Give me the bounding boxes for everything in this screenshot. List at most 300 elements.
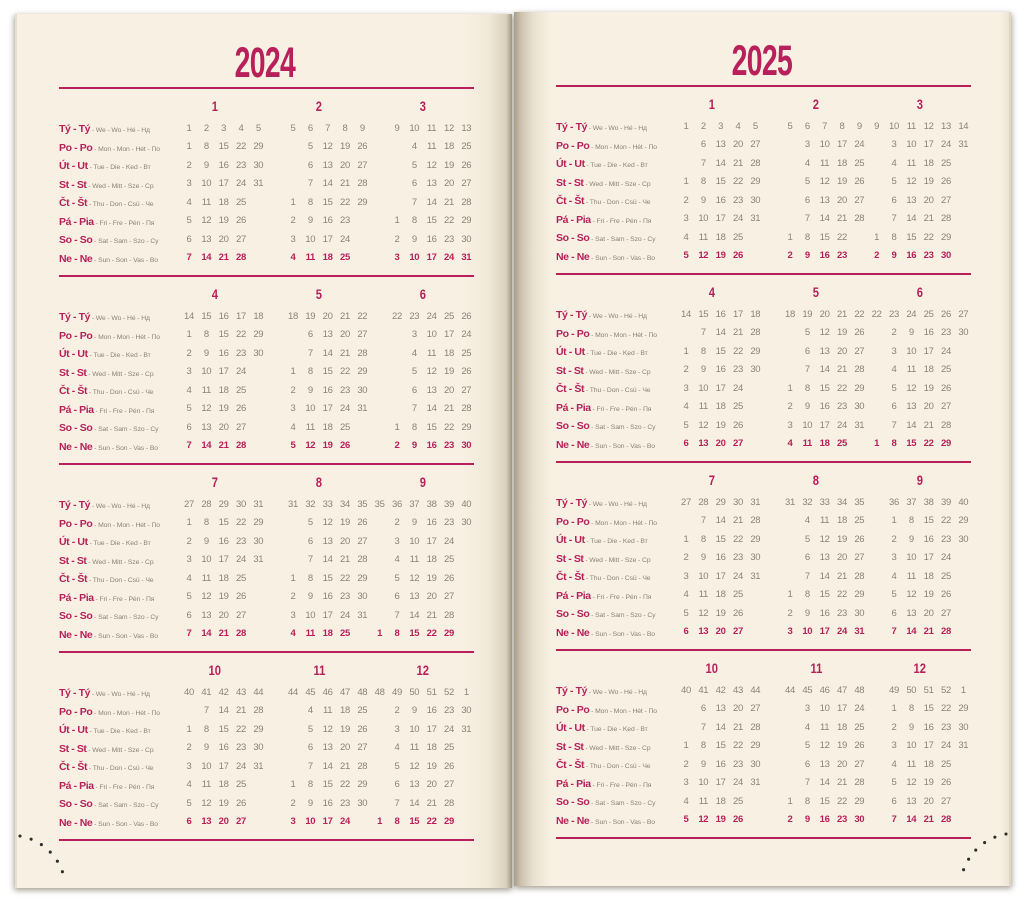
- row-label-sub: - Tue - Die - Ked - Вт: [87, 164, 151, 172]
- month-number-text: 10: [705, 660, 719, 676]
- date-cell: 31: [461, 723, 472, 735]
- week-number-cell: 31: [785, 496, 795, 508]
- month-column-group: [660, 158, 764, 169]
- row-label-main: Út - Ut: [556, 722, 585, 735]
- week-number-cell: 22: [357, 310, 368, 322]
- week-number-cell: 44: [288, 686, 298, 698]
- sunday-date-cell: 28: [235, 252, 246, 264]
- date-cell: 20: [836, 758, 847, 770]
- month-column-group: [660, 777, 764, 788]
- date-cell: 21: [426, 797, 437, 809]
- date-cell: 26: [854, 533, 865, 545]
- date-cell: 31: [253, 178, 264, 190]
- date-cell: 9: [307, 591, 313, 603]
- date-cell: 30: [958, 533, 969, 545]
- sunday-date-cell: 7: [891, 814, 897, 826]
- weekday-row: [17, 569, 512, 588]
- date-cell: 16: [715, 194, 726, 206]
- weekday-row: [17, 156, 512, 175]
- quarter-block: [514, 93, 1009, 275]
- date-cell: 5: [683, 607, 689, 619]
- date-cell: 25: [235, 384, 246, 396]
- empty-cell: [868, 589, 885, 600]
- date-cell: 27: [940, 194, 951, 206]
- date-cell: 30: [253, 347, 264, 359]
- sunday-date-cell: 15: [409, 628, 420, 640]
- date-cell: 25: [339, 421, 350, 433]
- date-cell: 6: [891, 401, 897, 413]
- date-cell: 25: [461, 141, 472, 153]
- date-cell: 18: [339, 705, 350, 717]
- date-cell: 4: [804, 157, 810, 169]
- date-cell: 23: [940, 721, 951, 733]
- sunday-date-cell: 18: [322, 628, 333, 640]
- row-label-sub: - Wed - Mitt - Sze - Ср: [583, 744, 651, 752]
- date-cell: 23: [235, 742, 246, 754]
- week-number-cell: 16: [715, 308, 726, 320]
- row-label: [556, 117, 660, 135]
- date-cell: 15: [322, 196, 333, 208]
- date-cell: 19: [218, 403, 229, 415]
- date-cell: 2: [186, 535, 192, 547]
- date-cell: 8: [804, 231, 810, 243]
- date-cell: 16: [426, 517, 437, 529]
- row-label: [556, 398, 660, 416]
- date-cell: 27: [854, 552, 865, 564]
- empty-cell: [764, 232, 781, 243]
- sunday-date-cell: 31: [461, 252, 472, 264]
- date-cell: 3: [683, 382, 689, 394]
- week-number-cell: 5: [752, 120, 758, 132]
- row-label-main: Čt - Št: [556, 195, 585, 208]
- week-number-cell: 52: [940, 684, 951, 696]
- row-label-main: St - St: [556, 552, 584, 565]
- date-cell: [250, 610, 267, 621]
- weekday-row: [17, 138, 512, 157]
- weekday-row: [17, 175, 512, 194]
- week-number-cell: 40: [461, 498, 472, 510]
- row-label-sub: - Sun - Son - Vas - Во: [589, 818, 655, 826]
- date-cell: 19: [218, 797, 229, 809]
- date-cell: [354, 422, 371, 433]
- month-column-group: [868, 158, 972, 169]
- week-number-cell: 30: [235, 498, 246, 510]
- month-column-group: [868, 309, 972, 320]
- date-cell: 15: [322, 572, 333, 584]
- date-cell: 15: [218, 517, 229, 529]
- sunday-date-cell: 23: [836, 814, 847, 826]
- date-cell: 2: [683, 552, 689, 564]
- date-cell: 13: [322, 159, 333, 171]
- date-cell: 13: [409, 779, 420, 791]
- empty-cell: [868, 722, 885, 733]
- month-column-group: [163, 234, 267, 245]
- empty-cell: [163, 536, 180, 547]
- empty-cell: [764, 534, 781, 545]
- empty-cell: [267, 197, 284, 208]
- date-cell: 17: [443, 329, 454, 341]
- week-number-row: [17, 119, 512, 138]
- row-label-main: Út - Ut: [59, 536, 88, 549]
- weekday-row: [514, 811, 1009, 830]
- date-cell: 6: [307, 742, 313, 754]
- date-cell: 6: [804, 552, 810, 564]
- date-cell: [371, 591, 388, 602]
- week-number-cell: 25: [443, 310, 454, 322]
- date-cell: 20: [923, 401, 934, 413]
- month-number-text: 2: [812, 96, 820, 112]
- month-column-group: [267, 348, 371, 359]
- date-cell: 6: [700, 139, 706, 151]
- month-column-group: [764, 195, 868, 206]
- week-number-cell: 31: [750, 496, 761, 508]
- month-number: [868, 660, 972, 678]
- empty-cell: [267, 215, 284, 226]
- date-cell: [955, 759, 972, 770]
- empty-cell: [868, 740, 885, 751]
- date-cell: 28: [854, 570, 865, 582]
- date-cell: 7: [804, 364, 810, 376]
- date-cell: 23: [836, 401, 847, 413]
- empty-cell: [764, 364, 781, 375]
- row-label-main: Ne - Ne: [556, 814, 590, 827]
- date-cell: 2: [787, 607, 793, 619]
- month-column-group: [267, 591, 371, 602]
- row-label: [59, 569, 163, 587]
- date-cell: 3: [290, 403, 296, 415]
- month-column-group: [371, 573, 475, 584]
- date-cell: 26: [461, 159, 472, 171]
- date-cell: 22: [339, 196, 350, 208]
- date-cell: 14: [715, 515, 726, 527]
- date-cell: 19: [715, 419, 726, 431]
- week-number-cell: 9: [359, 122, 365, 134]
- sunday-date-cell: 19: [715, 250, 726, 262]
- month-column-group: [163, 628, 267, 639]
- sunday-date-cell: [458, 816, 475, 827]
- date-cell: 5: [186, 215, 192, 227]
- row-label-main: Po - Po: [59, 517, 93, 530]
- date-cell: 26: [235, 215, 246, 227]
- weekday-row: [17, 720, 512, 739]
- date-cell: 2: [290, 591, 296, 603]
- row-label-sub: - Sun - Son - Vas - Во: [92, 632, 158, 640]
- week-number-cell: 16: [218, 310, 229, 322]
- empty-cell: [660, 626, 677, 637]
- month-column-group: [267, 385, 371, 396]
- quarter-block: [514, 469, 1009, 651]
- week-number-cell: 9: [394, 122, 400, 134]
- month-column-group: [163, 742, 267, 753]
- weekday-row: [514, 191, 1009, 210]
- month-number: [764, 472, 868, 490]
- date-cell: 9: [307, 797, 313, 809]
- month-column-group: [868, 796, 972, 807]
- month-column-group: [660, 703, 764, 714]
- empty-cell: [764, 497, 781, 508]
- date-cell: [955, 420, 972, 431]
- month-column-group: [868, 401, 972, 412]
- date-cell: 23: [940, 533, 951, 545]
- date-cell: 12: [819, 533, 830, 545]
- date-cell: 9: [203, 535, 209, 547]
- date-cell: 20: [339, 535, 350, 547]
- quarter-block: [514, 657, 1009, 839]
- date-cell: 27: [750, 139, 761, 151]
- date-cell: [868, 139, 885, 150]
- date-cell: 14: [409, 609, 420, 621]
- month-column-group: [868, 176, 972, 187]
- date-cell: 3: [804, 703, 810, 715]
- date-cell: [955, 552, 972, 563]
- month-column-group: [267, 366, 371, 377]
- date-cell: [284, 742, 301, 753]
- date-cell: 15: [426, 421, 437, 433]
- sunday-date-cell: 14: [201, 440, 212, 452]
- date-cell: 30: [357, 591, 368, 603]
- empty-cell: [660, 121, 677, 132]
- empty-cell: [371, 385, 388, 396]
- date-cell: [955, 176, 972, 187]
- date-cell: [371, 573, 388, 584]
- empty-cell: [764, 703, 781, 714]
- empty-cell: [163, 422, 180, 433]
- date-cell: 31: [750, 777, 761, 789]
- month-column-group: [868, 346, 972, 357]
- week-number-cell: 22: [854, 308, 865, 320]
- month-number: [660, 284, 764, 302]
- weekday-row: [514, 737, 1009, 756]
- row-label-sub: - Sat - Sam - Szo - Су: [92, 614, 159, 622]
- empty-cell: [660, 796, 677, 807]
- month-number: [660, 472, 764, 490]
- week-number-cell: 39: [443, 498, 454, 510]
- empty-cell: [764, 759, 781, 770]
- month-column-group: [660, 309, 764, 320]
- empty-cell: [371, 329, 388, 340]
- date-cell: 12: [322, 141, 333, 153]
- month-column-group: [267, 742, 371, 753]
- date-cell: 21: [443, 403, 454, 415]
- date-cell: 2: [290, 797, 296, 809]
- row-label: [556, 567, 660, 585]
- empty-cell: [660, 195, 677, 206]
- date-cell: 25: [732, 795, 743, 807]
- date-cell: 21: [836, 213, 847, 225]
- weekday-row: [17, 437, 512, 456]
- date-cell: [747, 608, 764, 619]
- empty-cell: [764, 420, 781, 431]
- date-cell: 12: [906, 777, 917, 789]
- date-cell: [677, 515, 694, 526]
- sunday-date-cell: 15: [409, 816, 420, 828]
- row-label: [556, 379, 660, 397]
- weekday-row: [514, 792, 1009, 811]
- month-column-group: [660, 722, 764, 733]
- date-cell: 9: [804, 607, 810, 619]
- month-column-group: [764, 814, 868, 825]
- date-cell: 22: [339, 779, 350, 791]
- date-cell: 24: [443, 723, 454, 735]
- date-cell: 1: [787, 231, 793, 243]
- month-number-text: 11: [313, 662, 325, 678]
- date-cell: 27: [750, 703, 761, 715]
- row-label: [59, 588, 163, 606]
- date-cell: [781, 346, 798, 357]
- date-cell: 14: [218, 705, 229, 717]
- date-cell: 11: [698, 795, 708, 807]
- sunday-date-cell: 21: [218, 440, 229, 452]
- sunday-date-cell: 2: [787, 814, 793, 826]
- date-cell: [868, 176, 885, 187]
- month-column-group: [371, 311, 475, 322]
- sunday-date-cell: 14: [201, 628, 212, 640]
- row-label-sub: - Thu - Don - Csü - Че: [87, 201, 154, 209]
- date-cell: 4: [683, 589, 689, 601]
- date-cell: [388, 385, 405, 396]
- date-cell: [955, 777, 972, 788]
- week-number-cell: 35: [374, 498, 385, 510]
- month-column-group: [660, 213, 764, 224]
- week-number-cell: 43: [235, 686, 246, 698]
- row-label: [556, 755, 660, 773]
- sunday-date-cell: 28: [235, 440, 246, 452]
- date-cell: 13: [322, 742, 333, 754]
- date-cell: 29: [253, 141, 264, 153]
- weekday-row: [514, 324, 1009, 343]
- date-cell: 27: [854, 345, 865, 357]
- date-cell: 13: [426, 178, 437, 190]
- row-label-sub: - Sun - Son - Vas - Во: [589, 442, 655, 450]
- month-column-group: [267, 798, 371, 809]
- empty-cell: [267, 816, 284, 827]
- week-number-cell: 40: [681, 684, 691, 696]
- date-cell: 9: [203, 742, 209, 754]
- date-cell: 20: [443, 384, 454, 396]
- month-column-group: [868, 250, 972, 261]
- weekday-row: [17, 514, 512, 533]
- week-number-cell: 27: [184, 498, 194, 510]
- date-cell: 6: [411, 178, 417, 190]
- date-cell: [388, 141, 405, 152]
- empty-cell: [660, 759, 677, 770]
- empty-cell: [371, 197, 388, 208]
- date-cell: 5: [683, 419, 689, 431]
- date-cell: 19: [426, 760, 437, 772]
- row-label-main: Po - Po: [556, 139, 590, 152]
- weekday-row: [514, 154, 1009, 173]
- month-number-text: 12: [913, 660, 927, 676]
- weekday-row: [514, 604, 1009, 623]
- date-cell: 30: [461, 517, 472, 529]
- empty-cell: [163, 591, 180, 602]
- month-column-group: [267, 123, 371, 134]
- row-label: [59, 418, 163, 436]
- empty-cell: [267, 742, 284, 753]
- date-cell: 30: [958, 327, 969, 339]
- weekday-row: [514, 228, 1009, 247]
- week-number-cell: 45: [802, 684, 813, 696]
- empty-cell: [163, 215, 180, 226]
- week-number-cell: 37: [906, 496, 917, 508]
- date-cell: 13: [322, 329, 333, 341]
- week-number-cell: 41: [698, 684, 709, 696]
- month-column-group: [764, 777, 868, 788]
- date-cell: [388, 329, 405, 340]
- empty-cell: [868, 796, 885, 807]
- week-number-cell: 35: [854, 496, 865, 508]
- sunday-date-cell: 11: [305, 252, 316, 264]
- date-cell: 13: [906, 194, 917, 206]
- date-cell: 5: [891, 777, 897, 789]
- date-cell: 21: [339, 554, 350, 566]
- date-cell: 15: [715, 740, 726, 752]
- empty-cell: [267, 573, 284, 584]
- sunday-date-cell: 13: [698, 438, 709, 450]
- month-column-group: [163, 385, 267, 396]
- quarter-divider-rule: [556, 461, 971, 463]
- date-cell: 14: [426, 196, 437, 208]
- date-cell: 10: [305, 609, 316, 621]
- empty-cell: [163, 403, 180, 414]
- empty-cell: [764, 401, 781, 412]
- date-cell: 29: [461, 421, 472, 433]
- date-cell: 7: [411, 196, 417, 208]
- date-cell: 12: [819, 740, 830, 752]
- month-column-group: [163, 422, 267, 433]
- date-cell: 22: [732, 176, 743, 188]
- date-cell: 28: [854, 364, 865, 376]
- date-cell: [250, 385, 267, 396]
- weekday-row: [17, 625, 512, 644]
- date-cell: 1: [787, 589, 793, 601]
- week-number-cell: 14: [681, 308, 691, 320]
- month-column-group: [163, 554, 267, 565]
- sunday-date-cell: 2: [874, 250, 880, 262]
- week-number-cell: 24: [906, 308, 917, 320]
- date-cell: 17: [322, 403, 333, 415]
- row-label-main: Út - Ut: [556, 158, 585, 171]
- date-cell: 22: [732, 740, 743, 752]
- month-column-group: [764, 364, 868, 375]
- date-cell: 26: [732, 419, 743, 431]
- row-label: [59, 739, 163, 757]
- date-cell: 6: [307, 159, 313, 171]
- empty-cell: [868, 552, 885, 563]
- month-column-group: [660, 685, 764, 696]
- date-cell: 19: [426, 572, 437, 584]
- date-cell: 27: [235, 609, 246, 621]
- date-cell: 19: [836, 740, 847, 752]
- date-cell: 23: [339, 215, 350, 227]
- date-cell: 8: [908, 515, 914, 527]
- empty-cell: [267, 761, 284, 772]
- date-cell: 5: [891, 176, 897, 188]
- date-cell: 8: [908, 703, 914, 715]
- date-cell: 27: [940, 401, 951, 413]
- date-cell: 8: [203, 141, 209, 153]
- date-cell: 17: [715, 570, 726, 582]
- date-cell: 16: [322, 384, 333, 396]
- date-cell: 22: [235, 141, 246, 153]
- row-label-sub: - Wed - Mitt - Sze - Ср: [86, 746, 154, 754]
- empty-cell: [868, 626, 885, 637]
- date-cell: 10: [802, 419, 813, 431]
- date-cell: 12: [201, 403, 212, 415]
- date-cell: 2: [186, 159, 192, 171]
- month-column-group: [764, 346, 868, 357]
- date-cell: 4: [186, 779, 192, 791]
